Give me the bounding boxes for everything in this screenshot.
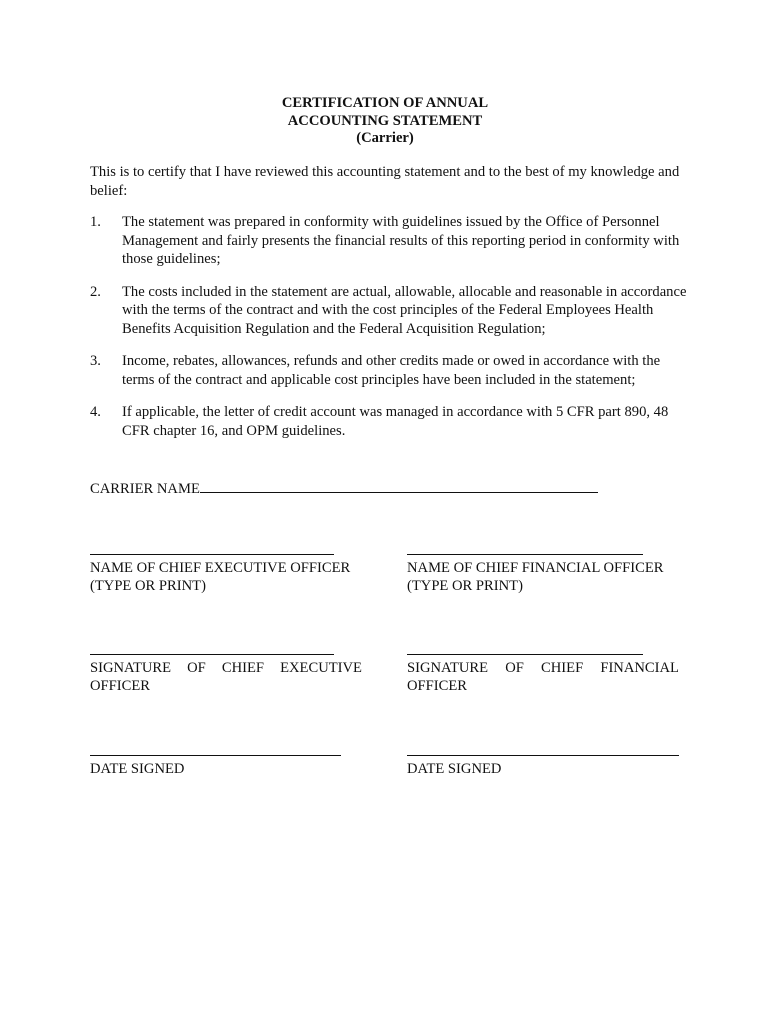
list-item (90, 213, 690, 269)
cfo-name-block (407, 554, 664, 595)
ceo-signature-field[interactable] (90, 654, 334, 655)
list-item-number: 4. (90, 404, 101, 420)
ceo-signature-word: OF (187, 660, 206, 676)
ceo-name-label: NAME OF CHIEF EXECUTIVE OFFICER (90, 560, 351, 576)
cfo-signature-word: OF (505, 660, 524, 676)
cfo-signature-word: CHIEF (541, 660, 584, 676)
ceo-signature-label (90, 659, 362, 677)
ceo-name-sublabel: (TYPE OR PRINT) (90, 578, 206, 594)
cfo-date-block (407, 755, 679, 778)
cfo-signature-field[interactable] (407, 654, 643, 655)
cfo-signature-block (407, 654, 679, 695)
ceo-signature-word: EXECUTIVE (280, 660, 362, 676)
carrier-name-label: CARRIER NAME (90, 481, 200, 497)
list-item (90, 352, 690, 389)
carrier-name-row (90, 478, 598, 498)
ceo-signature-word: SIGNATURE (90, 660, 172, 676)
cfo-name-field[interactable] (407, 554, 643, 555)
list-item (90, 403, 690, 440)
title-line-3: (Carrier) (356, 130, 414, 146)
list-item-text: The costs included in the statement are actual, allowable, allocable and reasonable in accordance with the terms of the contract and with the cost principles of the Federal Employees Health Benefits Acquisition Regulation and the Federal Acquisition Regulation; (122, 283, 687, 337)
list-item-text: The statement was prepared in conformity with guidelines issued by the Office of Personnel Management and fairly presents the financial results of this reporting period in conformity with those guidelines; (122, 214, 680, 267)
list-item-number: 2. (90, 283, 101, 300)
ceo-date-label: DATE SIGNED (90, 761, 185, 777)
ceo-signature-block (90, 654, 362, 695)
list-item-text: Income, rebates, allowances, refunds and other credits made or owed in accordance with the terms of the contract and applicable cost principles have been included in the statement; (122, 353, 661, 388)
cfo-signature-word: SIGNATURE (407, 660, 489, 676)
title-line-2: ACCOUNTING STATEMENT (287, 112, 483, 129)
ceo-name-field[interactable] (90, 554, 334, 555)
cfo-date-label: DATE SIGNED (407, 761, 502, 777)
ceo-signature-word: CHIEF (221, 660, 265, 676)
ceo-name-block (90, 554, 351, 595)
cfo-signature-label (407, 659, 679, 677)
ceo-date-block (90, 755, 341, 778)
list-item-number: 3. (90, 353, 101, 369)
ceo-signature-label-line2: OFFICER (90, 678, 151, 694)
cfo-signature-word: FINANCIAL (600, 660, 679, 676)
intro-paragraph: This is to certify that I have reviewed this accounting statement and to the best of my knowledge and belief: (90, 164, 680, 199)
list-item-text: If applicable, the letter of credit account was managed in accordance with 5 CFR part 890, 48 CFR chapter 16, and OPM guidelines. (122, 404, 669, 439)
carrier-name-field[interactable] (200, 478, 598, 493)
cfo-name-sublabel: (TYPE OR PRINT) (407, 578, 523, 594)
cfo-date-field[interactable] (407, 755, 679, 756)
list-item-number: 1. (90, 214, 101, 230)
title-line-1: CERTIFICATION OF ANNUAL (281, 95, 489, 111)
ceo-date-field[interactable] (90, 755, 341, 756)
cfo-signature-label-line2: OFFICER (407, 678, 468, 694)
certification-list (90, 213, 690, 454)
document-title (0, 95, 770, 148)
cfo-name-label: NAME OF CHIEF FINANCIAL OFFICER (407, 560, 664, 576)
list-item (90, 283, 690, 339)
